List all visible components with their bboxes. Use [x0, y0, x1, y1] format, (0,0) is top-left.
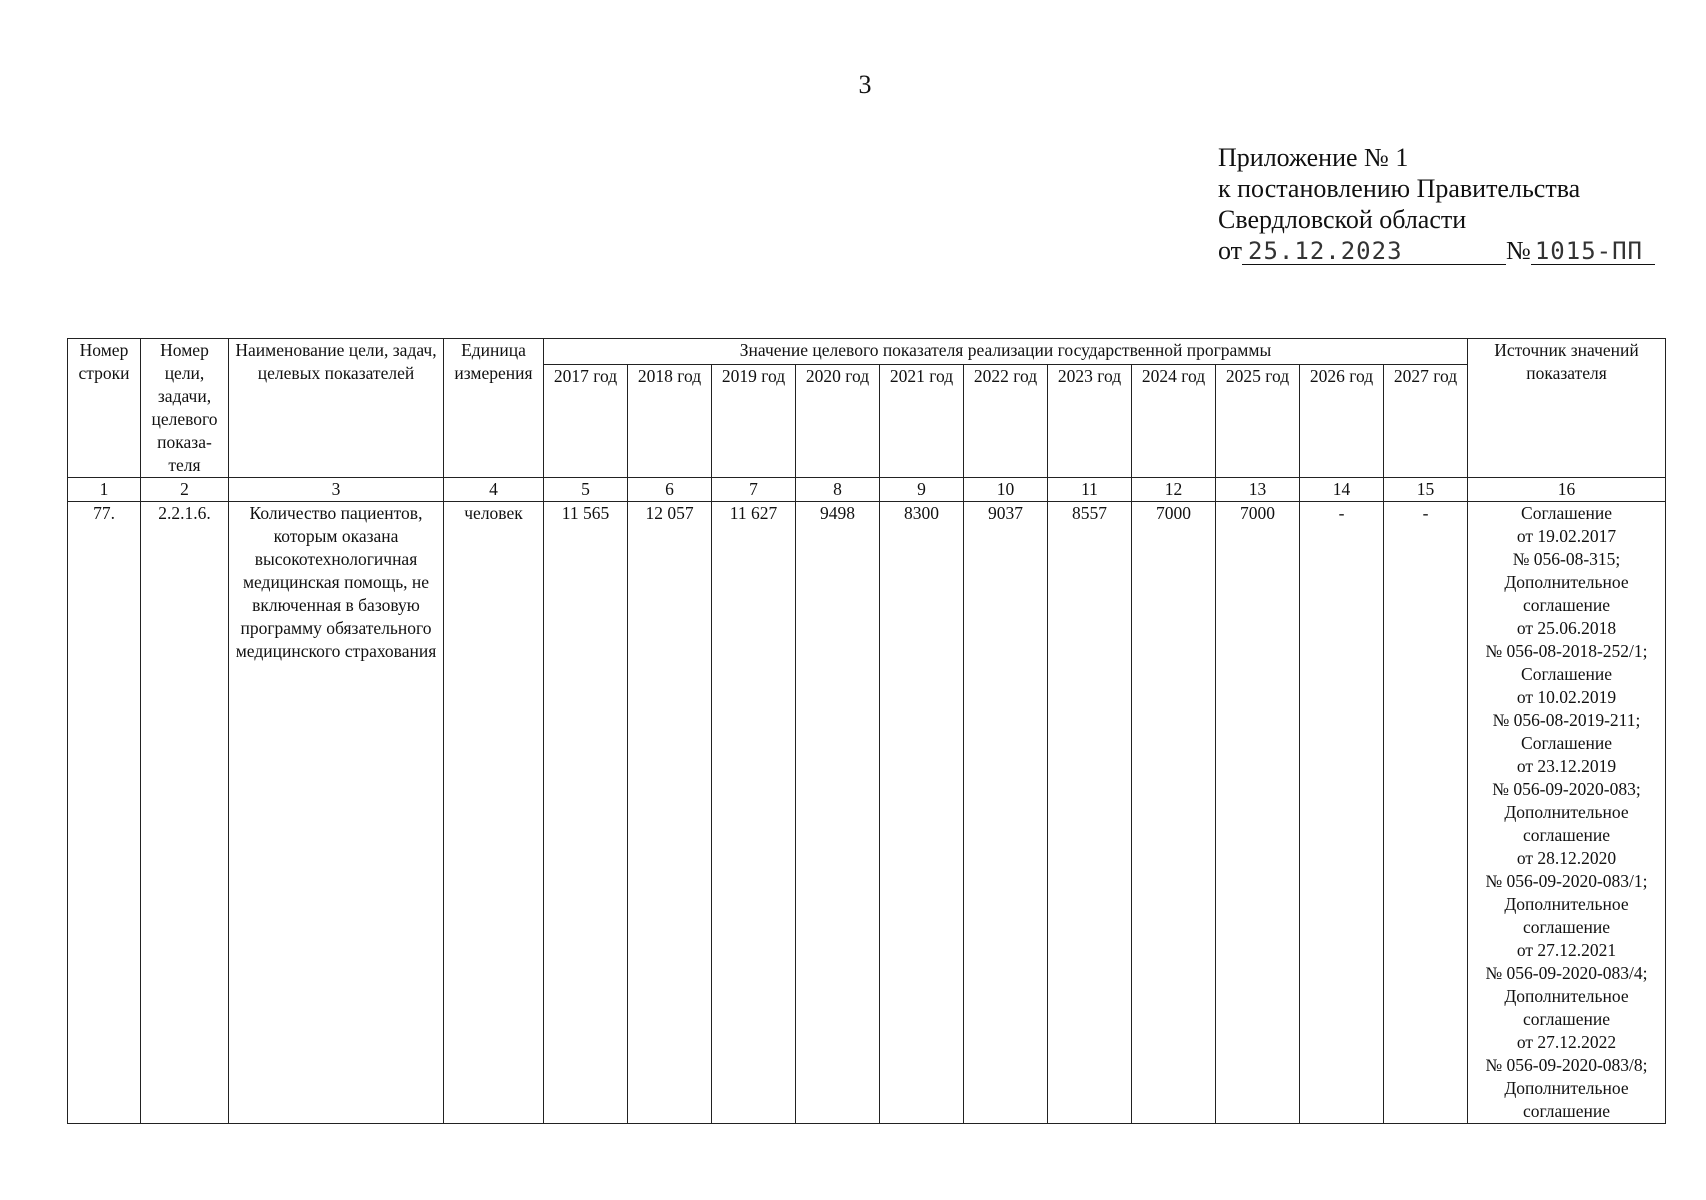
- appendix-region-line: Свердловской области: [1218, 205, 1467, 234]
- column-number: 15: [1384, 478, 1468, 502]
- value-cell: 7000: [1132, 502, 1216, 1124]
- source-line: № 056-08-2018-252/1;: [1485, 641, 1648, 661]
- header-goal-number: Номер цели, задачи, целевого показа-теля: [141, 339, 229, 478]
- header-value-group: Значение целевого показателя реализации государственной программы: [544, 339, 1468, 365]
- value-cell: 7000: [1216, 502, 1300, 1124]
- header-year: 2022 год: [964, 365, 1048, 478]
- source-line: от 23.12.2019: [1516, 756, 1617, 776]
- value-cell: 8557: [1048, 502, 1132, 1124]
- source-line: от 19.02.2017: [1516, 526, 1617, 546]
- column-number: 3: [229, 478, 444, 502]
- decree-number: 1015-ПП: [1531, 238, 1655, 265]
- header-year: 2026 год: [1300, 365, 1384, 478]
- column-number: 11: [1048, 478, 1132, 502]
- table-row: [68, 502, 1666, 1124]
- header-name: Наименование цели, задач, целевых показателей: [229, 339, 444, 478]
- source-line: № 056-09-2020-083/4;: [1485, 963, 1648, 983]
- column-number: 5: [544, 478, 628, 502]
- source-line: № 056-09-2020-083;: [1492, 779, 1641, 799]
- unit-cell: человек: [444, 502, 544, 1124]
- value-cell: 11 627: [712, 502, 796, 1124]
- value-cell: 9498: [796, 502, 880, 1124]
- row-number-cell: 77.: [68, 502, 141, 1124]
- source-line: № 056-08-315;: [1512, 549, 1621, 569]
- source-line: Дополнительное: [1504, 894, 1629, 914]
- header-year: 2019 год: [712, 365, 796, 478]
- goal-number-cell: 2.2.1.6.: [141, 502, 229, 1124]
- source-line: соглашение: [1522, 825, 1611, 845]
- column-number: 12: [1132, 478, 1216, 502]
- appendix-heading: [1218, 142, 1655, 266]
- source-line: Соглашение: [1521, 503, 1612, 523]
- source-line: Дополнительное: [1504, 572, 1629, 592]
- source-line: соглашение: [1522, 917, 1611, 937]
- header-unit: Единица измерения: [444, 339, 544, 478]
- decree-date: 25.12.2023: [1242, 238, 1506, 265]
- header-year: 2017 год: [544, 365, 628, 478]
- source-line: соглашение: [1522, 595, 1611, 615]
- source-line: № 056-09-2020-083/1;: [1485, 871, 1648, 891]
- header-year: 2027 год: [1384, 365, 1468, 478]
- source-line: от 27.12.2021: [1516, 940, 1617, 960]
- header-year: 2018 год: [628, 365, 712, 478]
- header-year: 2021 год: [880, 365, 964, 478]
- source-line: от 27.12.2022: [1516, 1032, 1617, 1052]
- header-source: Источник значений показателя: [1468, 339, 1666, 478]
- source-line: № 056-08-2019-211;: [1492, 710, 1641, 730]
- source-line: соглашение: [1522, 1009, 1611, 1029]
- source-line: Дополнительное: [1504, 986, 1629, 1006]
- source-line: Дополнительное: [1504, 1078, 1629, 1098]
- value-cell: 11 565: [544, 502, 628, 1124]
- header-year: 2024 год: [1132, 365, 1216, 478]
- header-year: 2025 год: [1216, 365, 1300, 478]
- column-number: 1: [68, 478, 141, 502]
- value-cell: 9037: [964, 502, 1048, 1124]
- column-number: 2: [141, 478, 229, 502]
- value-cell: 12 057: [628, 502, 712, 1124]
- source-line: от 25.06.2018: [1516, 618, 1617, 638]
- source-line: № 056-09-2020-083/8;: [1485, 1055, 1648, 1075]
- from-prefix: от: [1218, 236, 1243, 265]
- header-year: 2020 год: [796, 365, 880, 478]
- column-number: 4: [444, 478, 544, 502]
- appendix-title: Приложение № 1: [1218, 143, 1409, 172]
- appendix-date-number-line: [1218, 235, 1655, 266]
- value-cell: -: [1384, 502, 1468, 1124]
- column-number: 14: [1300, 478, 1384, 502]
- indicator-name-cell: Количество пациентов, которым оказана высокотехнологичная медицинская помощь, не включенная в базовую программу обязательного медицинского страхования: [229, 502, 444, 1124]
- column-number: 9: [880, 478, 964, 502]
- appendix-decree-line: к постановлению Правительства: [1218, 174, 1581, 203]
- header-year: 2023 год: [1048, 365, 1132, 478]
- source-line: Дополнительное: [1504, 802, 1629, 822]
- page-number: 3: [858, 70, 872, 99]
- column-number-row: [68, 478, 1666, 502]
- value-cell: 8300: [880, 502, 964, 1124]
- source-line: от 28.12.2020: [1516, 848, 1617, 868]
- header-row-number: Номер строки: [68, 339, 141, 478]
- source-line: Соглашение: [1521, 664, 1612, 684]
- column-number: 8: [796, 478, 880, 502]
- column-number: 6: [628, 478, 712, 502]
- column-number: 16: [1468, 478, 1666, 502]
- source-line: Соглашение: [1521, 733, 1612, 753]
- source-line: соглашение: [1522, 1101, 1611, 1121]
- source-line: от 10.02.2019: [1516, 687, 1617, 707]
- value-cell: -: [1300, 502, 1384, 1124]
- column-number: 13: [1216, 478, 1300, 502]
- source-cell: [1468, 502, 1666, 1124]
- column-number: 10: [964, 478, 1048, 502]
- number-prefix: №: [1506, 236, 1531, 265]
- column-number: 7: [712, 478, 796, 502]
- indicators-table: [67, 338, 1666, 1124]
